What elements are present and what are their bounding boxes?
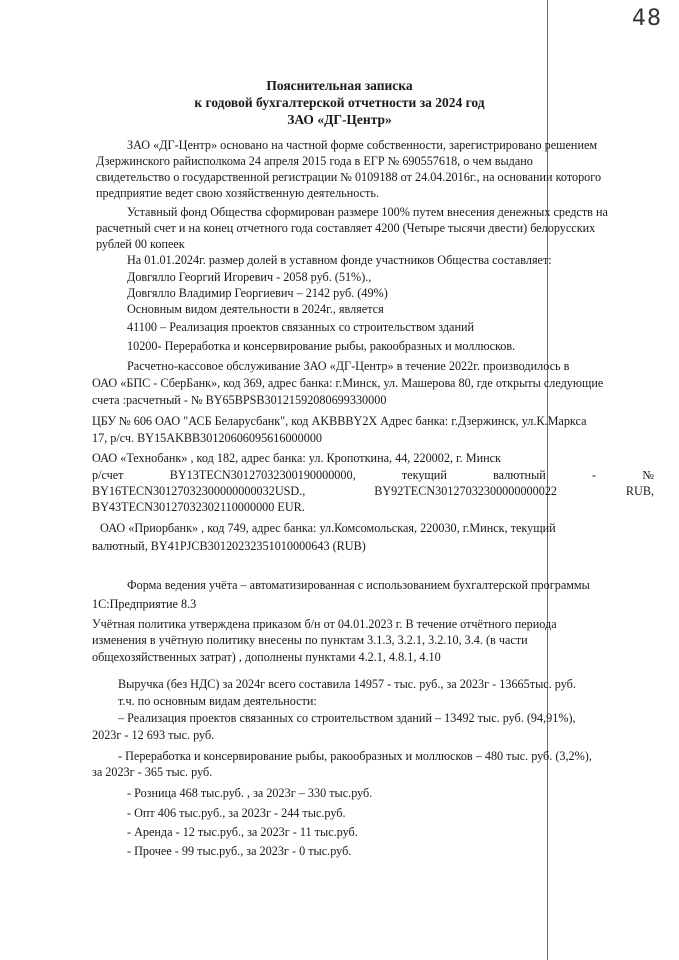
text-line: т.ч. по основным видам деятельности: (118, 694, 317, 708)
text-line: счета :расчетный - № BY65BPSB30121592080699330000 (92, 393, 387, 407)
text-line: свидетельство о государственной регистрации № 0109188 от 24.04.2016г., на основании которого (96, 170, 602, 184)
text-line: расчетный счет и на конец отчетного года составляет 4200 (Четыре тысячи двести) белорусских (96, 221, 596, 235)
text-line: изменения в учётную политику внесены по пунктам 3.1.3, 3.2.1, 3.2.10, 3.4. (в части (92, 633, 528, 647)
doc-title-line2: к годовой бухгалтерской отчетности за 2024 год (194, 95, 485, 110)
text-line: предприятие ведет свою хозяйственную деятельность. (96, 186, 379, 200)
doc-title-company: ЗАО «ДГ-Центр» (287, 112, 392, 127)
text-line: – Реализация проектов связанных со строительством зданий – 13492 тыс. руб. (94,91%), (118, 711, 576, 725)
text-line: - Переработка и консервирование рыбы, ракообразных и моллюсков – 480 тыс. руб. (3,2%), (118, 749, 592, 763)
handwritten-page-number: 48 (632, 6, 662, 31)
text-word: RUB, (625, 484, 654, 498)
text-word: № (642, 468, 654, 482)
text-line: 1С:Предприятие 8.3 (92, 597, 197, 611)
text-line: ЗАО «ДГ-Центр» основано на частной форме собственности, зарегистрировано решением (127, 138, 598, 152)
text-word: BY16TECN30127032300000000032USD., (92, 484, 306, 498)
text-word: - (592, 468, 597, 482)
text-line-justified (92, 468, 654, 483)
text-word: валютный (493, 468, 546, 482)
text-line: - Розница 468 тыс.руб. , за 2023г – 330 тыс.руб. (127, 786, 373, 800)
text-line: BY43TECN30127032302110000000 EUR. (92, 500, 305, 514)
text-line: Дзержинского райисполкома 24 апреля 2015 года в ЕГР № 690557618, о чем выдано (96, 154, 533, 168)
text-line: 17, р/сч. BY15AKBB30120606095616000000 (92, 431, 323, 445)
text-line: Уставный фонд Общества сформирован размере 100% путем внесения денежных средств на (127, 205, 608, 219)
text-line: 2023г - 12 693 тыс. руб. (92, 728, 215, 742)
text-line: Форма ведения учёта – автоматизированная с использованием бухгалтерской программы (127, 578, 590, 592)
text-line: общехозяйственных затрат) , дополнены пунктами 4.2.1, 4.8.1, 4.10 (92, 650, 441, 664)
text-line: 41100 – Реализация проектов связанных со строительством зданий (127, 320, 475, 334)
text-line: Довгялло Владимир Георгиевич – 2142 руб. (49%) (127, 286, 388, 300)
text-line: Довгялло Георгий Игоревич - 2058 руб. (51%)., (127, 270, 372, 284)
text-word: BY13TECN30127032300190000000, (169, 468, 356, 482)
text-line: ОАО «БПС - СберБанк», код 369, адрес банка: г.Минск, ул. Машерова 80, где открыты следующие (92, 376, 604, 390)
text-line: ЦБУ № 606 ОАО "АСБ Беларусбанк", код AKBBBY2X Адрес банка: г.Дзержинск, ул.К.Маркса (92, 414, 587, 428)
text-line: ОАО «Технобанк» , код 182, адрес банка: ул. Кропоткина, 44, 220002, г. Минск (92, 451, 501, 465)
text-word: BY92TECN30127032300000000022 (374, 484, 557, 498)
text-line: - Опт 406 тыс.руб., за 2023г - 244 тыс.руб. (127, 806, 346, 820)
doc-title-line1: Пояснительная записка (266, 78, 413, 93)
text-line: Основным видом деятельности в 2024г., является (127, 302, 384, 316)
text-line: На 01.01.2024г. размер долей в уставном фонде участников Общества составляет: (127, 253, 552, 267)
text-line: Расчетно-кассовое обслуживание ЗАО «ДГ-Центр» в течение 2022г. производилось в (127, 359, 570, 373)
text-line: Выручка (без НДС) за 2024г всего составила 14957 - тыс. руб., за 2023г - 13665тыс. руб. (118, 677, 576, 691)
text-line: Учётная политика утверждена приказом б/н от 04.01.2023 г. В течение отчётного периода (92, 617, 557, 631)
text-word: р/счет (92, 468, 124, 482)
text-line: - Прочее - 99 тыс.руб., за 2023г - 0 тыс.руб. (127, 844, 352, 858)
text-line: валютный, BY41PJCB30120232351010000643 (RUB) (92, 539, 366, 553)
text-word: текущий (401, 468, 447, 482)
text-line: рублей 00 копеек (96, 237, 185, 251)
text-line: за 2023г - 365 тыс. руб. (92, 765, 213, 779)
text-line: ОАО «Приорбанк» , код 749, адрес банка: ул.Комсомольская, 220030, г.Минск, текущий (100, 521, 556, 535)
text-line: 10200- Переработка и консервирование рыбы, ракообразных и моллюсков. (127, 339, 516, 353)
text-line: - Аренда - 12 тыс.руб., за 2023г - 11 тыс.руб. (127, 825, 358, 839)
text-line-justified (92, 484, 654, 499)
